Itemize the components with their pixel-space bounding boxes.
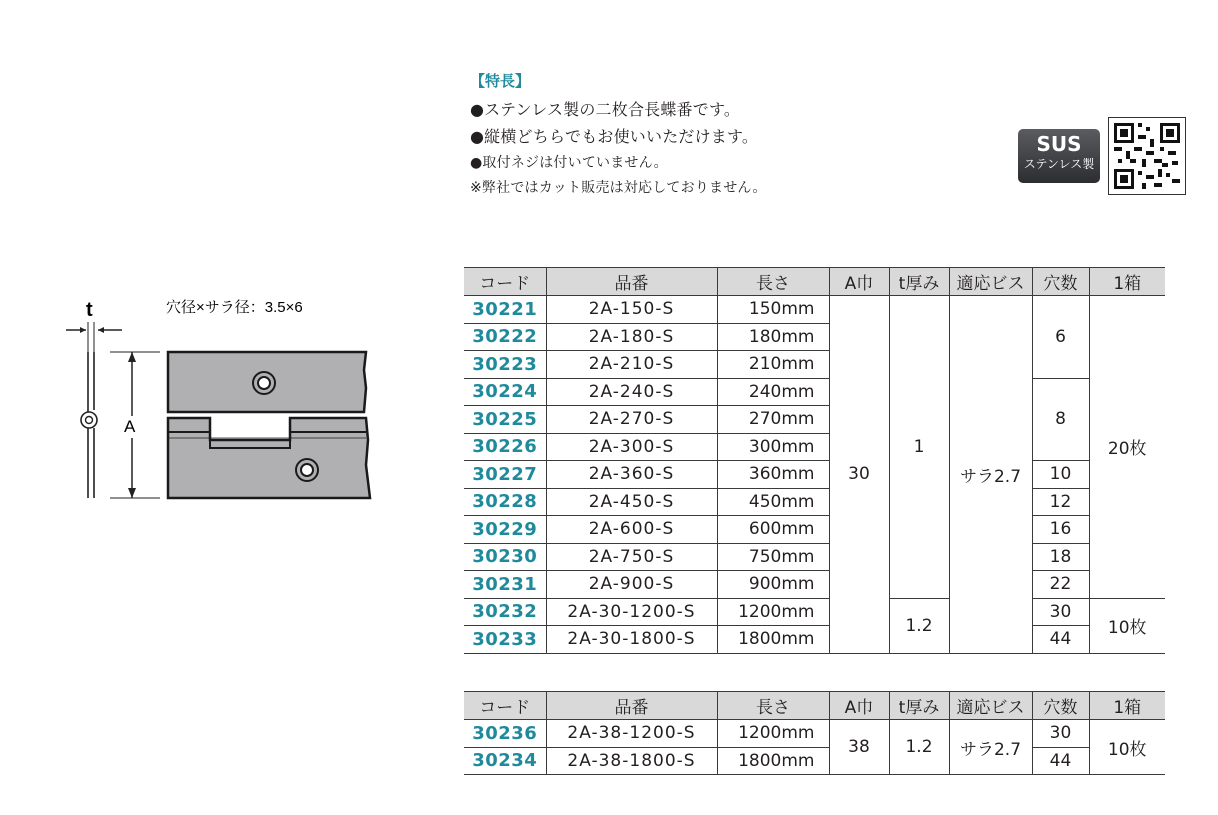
- box-cell: 10枚: [1089, 598, 1165, 653]
- holes-cell: 30: [1032, 598, 1089, 626]
- header-box: 1箱: [1089, 268, 1165, 296]
- length: 1800mm: [717, 747, 829, 775]
- holes-cell: 8: [1032, 378, 1089, 461]
- product-code[interactable]: 30232: [464, 598, 546, 626]
- header-holes: 穴数: [1032, 692, 1089, 720]
- spec-table-30: [464, 267, 1165, 654]
- features-section: [470, 70, 767, 202]
- length: 1200mm: [717, 598, 829, 626]
- table-row: [464, 543, 1165, 571]
- table-header-row: [464, 692, 1165, 720]
- screw-cell: サラ2.7: [949, 296, 1032, 654]
- thickness-cell: 1.2: [889, 598, 949, 653]
- sus-badge-subtitle: ステンレス製: [1023, 157, 1095, 171]
- holes-cell: 16: [1032, 516, 1089, 544]
- part-number: 2A-300-S: [546, 433, 717, 461]
- header-length: 長さ: [717, 268, 829, 296]
- hinge-drawing: [60, 290, 400, 520]
- header-length: 長さ: [717, 692, 829, 720]
- length: 270mm: [717, 406, 829, 434]
- part-number: 2A-270-S: [546, 406, 717, 434]
- table-row: [464, 296, 1165, 324]
- feature-item: ●縦横どちらでもお使いいただけます。: [470, 127, 759, 146]
- header-thickness: t厚み: [889, 268, 949, 296]
- table-row: [464, 488, 1165, 516]
- screw-cell: サラ2.7: [949, 720, 1032, 775]
- product-code[interactable]: 30223: [464, 351, 546, 379]
- part-number: 2A-750-S: [546, 543, 717, 571]
- a-label: A: [124, 417, 136, 436]
- header-box: 1箱: [1089, 692, 1165, 720]
- product-code[interactable]: 30230: [464, 543, 546, 571]
- thickness-cell: 1.2: [889, 720, 949, 775]
- qr-code-graphic: [1109, 118, 1185, 194]
- header-a-width: A巾: [829, 268, 889, 296]
- part-number: 2A-30-1800-S: [546, 626, 717, 654]
- part-number: 2A-30-1200-S: [546, 598, 717, 626]
- sus-badge: [1018, 129, 1100, 183]
- length: 1200mm: [717, 720, 829, 748]
- product-code[interactable]: 30227: [464, 461, 546, 489]
- product-code[interactable]: 30236: [464, 720, 546, 748]
- part-number: 2A-240-S: [546, 378, 717, 406]
- hole-spec-label: 穴径×サラ径：3.5×6: [166, 299, 303, 316]
- length: 210mm: [717, 351, 829, 379]
- sus-badge-title: SUS: [1036, 132, 1082, 156]
- feature-item: ●取付ネジは付いていません。: [470, 155, 668, 171]
- product-code[interactable]: 30228: [464, 488, 546, 516]
- table-row: [464, 571, 1165, 599]
- a-width-cell: 30: [829, 296, 889, 654]
- a-width-cell: 38: [829, 720, 889, 775]
- holes-cell: 44: [1032, 626, 1089, 654]
- holes-cell: 12: [1032, 488, 1089, 516]
- length: 180mm: [717, 323, 829, 351]
- length: 300mm: [717, 433, 829, 461]
- holes-cell: 10: [1032, 461, 1089, 489]
- qr-code-icon[interactable]: [1108, 117, 1186, 195]
- part-number: 2A-38-1800-S: [546, 747, 717, 775]
- length: 600mm: [717, 516, 829, 544]
- header-thickness: t厚み: [889, 692, 949, 720]
- table-row: [464, 598, 1165, 626]
- header-screw: 適応ビス: [949, 268, 1032, 296]
- part-number: 2A-900-S: [546, 571, 717, 599]
- holes-cell: 6: [1032, 296, 1089, 379]
- product-code[interactable]: 30224: [464, 378, 546, 406]
- holes-cell: 18: [1032, 543, 1089, 571]
- table-row: [464, 516, 1165, 544]
- length: 150mm: [717, 296, 829, 324]
- product-code[interactable]: 30221: [464, 296, 546, 324]
- header-code: コード: [464, 268, 546, 296]
- product-code[interactable]: 30229: [464, 516, 546, 544]
- hinge-diagram: [60, 290, 400, 520]
- table-row: [464, 378, 1165, 406]
- product-code[interactable]: 30225: [464, 406, 546, 434]
- holes-cell: 30: [1032, 720, 1089, 748]
- header-code: コード: [464, 692, 546, 720]
- product-code[interactable]: 30226: [464, 433, 546, 461]
- part-number: 2A-38-1200-S: [546, 720, 717, 748]
- part-number: 2A-210-S: [546, 351, 717, 379]
- length: 1800mm: [717, 626, 829, 654]
- table-header-row: [464, 268, 1165, 296]
- holes-cell: 44: [1032, 747, 1089, 775]
- spec-table-38: [464, 691, 1165, 775]
- product-code[interactable]: 30231: [464, 571, 546, 599]
- part-number: 2A-600-S: [546, 516, 717, 544]
- product-code[interactable]: 30233: [464, 626, 546, 654]
- header-part: 品番: [546, 692, 717, 720]
- part-number: 2A-150-S: [546, 296, 717, 324]
- length: 360mm: [717, 461, 829, 489]
- part-number: 2A-180-S: [546, 323, 717, 351]
- box-cell: 10枚: [1089, 720, 1165, 775]
- t-label: t: [86, 299, 93, 321]
- table-row: [464, 720, 1165, 748]
- feature-item: ●ステンレス製の二枚合長蝶番です。: [470, 100, 741, 119]
- feature-note: ※弊社ではカット販売は対応しておりません。: [470, 180, 767, 196]
- features-heading: 【特長】: [470, 72, 531, 90]
- table-row: [464, 626, 1165, 654]
- holes-cell: 22: [1032, 571, 1089, 599]
- length: 900mm: [717, 571, 829, 599]
- product-code[interactable]: 30234: [464, 747, 546, 775]
- table-row: [464, 461, 1165, 489]
- part-number: 2A-450-S: [546, 488, 717, 516]
- length: 750mm: [717, 543, 829, 571]
- part-number: 2A-360-S: [546, 461, 717, 489]
- product-code[interactable]: 30222: [464, 323, 546, 351]
- table-row: [464, 747, 1165, 775]
- header-holes: 穴数: [1032, 268, 1089, 296]
- header-a-width: A巾: [829, 692, 889, 720]
- header-part: 品番: [546, 268, 717, 296]
- length: 450mm: [717, 488, 829, 516]
- header-screw: 適応ビス: [949, 692, 1032, 720]
- thickness-cell: 1: [889, 296, 949, 599]
- box-cell: 20枚: [1089, 296, 1165, 599]
- length: 240mm: [717, 378, 829, 406]
